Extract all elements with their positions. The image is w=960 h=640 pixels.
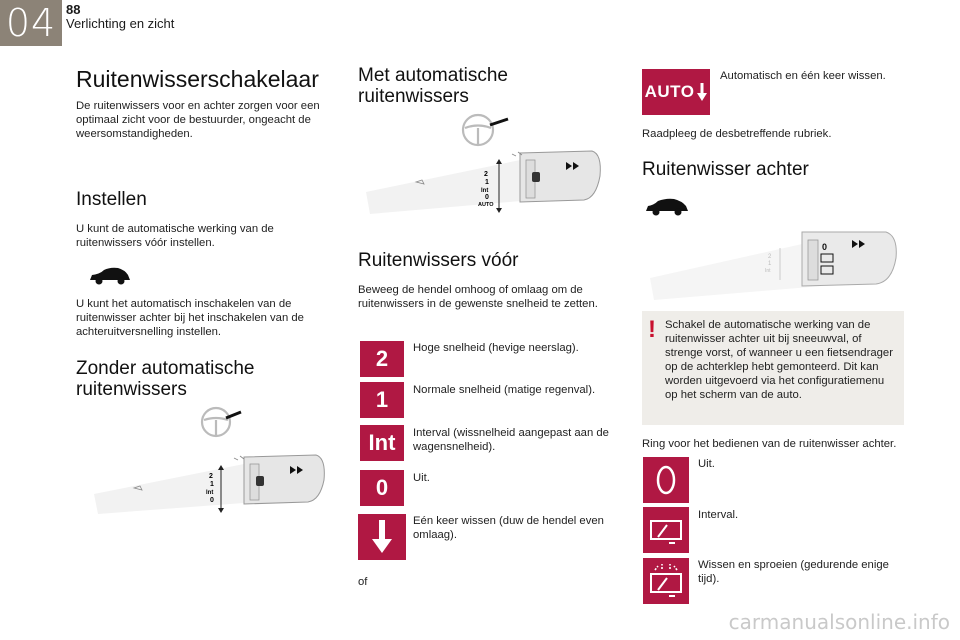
ring-label-int: Int xyxy=(765,268,771,274)
stalk-label-auto: AUTO xyxy=(478,202,494,208)
auto-text: Automatisch en één keer wissen. xyxy=(720,70,886,82)
achter-title: Ruitenwisser achter xyxy=(642,159,809,180)
ring-interval-text: Interval. xyxy=(698,509,739,521)
position-int-text: Interval (wissnelheid aangepast aan de wagensnelheid). xyxy=(413,427,609,453)
steering-wheel-icon xyxy=(456,110,512,150)
wash-wipe-icon xyxy=(643,558,689,604)
auto-label: AUTO xyxy=(644,82,695,101)
ring-label-0: 0 xyxy=(822,242,828,252)
off-ring-icon xyxy=(643,457,689,503)
footer-watermark: carmanualsonline.info xyxy=(728,610,950,634)
stalk-label-1: 1 xyxy=(485,179,489,186)
warning-exclamation-icon: ! xyxy=(648,316,656,343)
arrow-down-icon xyxy=(697,83,707,101)
car-front-icon xyxy=(88,265,132,285)
position-1-text: Normale snelheid (matige regenval). xyxy=(413,384,596,396)
ring-intro-text: Ring voor het bedienen van de ruitenwisser achter. xyxy=(642,438,897,450)
warning-text: Schakel de automatische werking van de ruitenwisser achter uit bij sneeuwval, of strenge vorst, of wanneer u een fietsendrager op de achterklep hebt gemonteerd. Dit kan worden uitgevoerd via het configuratiemenu op het scherm van de auto. xyxy=(665,319,893,401)
raadpleeg-text: Raadpleeg de desbetreffende rubriek. xyxy=(642,128,832,140)
section-name: Verlichting en zicht xyxy=(66,16,175,31)
position-1-tile: 1 xyxy=(360,382,404,418)
of-text: of xyxy=(358,576,368,588)
single-wipe-text: Eén keer wissen (duw de hendel even omlaag). xyxy=(413,515,604,541)
stalk-label-2: 2 xyxy=(484,171,488,178)
ring-wash-text: Wissen en sproeien (gedurende enige tijd). xyxy=(698,559,889,585)
stalk-label-0: 0 xyxy=(210,497,214,504)
ring-label-2: 2 xyxy=(768,254,772,260)
position-2-tile: 2 xyxy=(360,341,404,377)
met-title: Met automatische ruitenwissers xyxy=(358,65,508,107)
stalk-label-2: 2 xyxy=(209,473,213,480)
stalk-label-int: Int xyxy=(481,188,489,194)
stalk-label-int: Int xyxy=(206,490,214,496)
rear-auto-text: U kunt het automatisch inschakelen van de ruitenwisser achter bij het inschakelen van de achteruitversnelling instellen. xyxy=(76,298,304,338)
instellen-text: U kunt de automatische werking van de ruitenwissers vóór instellen. xyxy=(76,223,274,249)
auto-tile xyxy=(642,69,710,115)
position-2-text: Hoge snelheid (hevige neerslag). xyxy=(413,342,579,354)
stalk-illustration-manual xyxy=(94,452,326,522)
position-0-text: Uit. xyxy=(413,472,430,484)
main-title: Ruitenwisserschakelaar xyxy=(76,66,319,92)
instellen-title: Instellen xyxy=(76,189,147,210)
voor-title: Ruitenwissers vóór xyxy=(358,250,519,271)
ring-off-text: Uit. xyxy=(698,458,715,470)
steering-wheel-icon xyxy=(196,404,244,440)
ring-label-1: 1 xyxy=(768,261,772,267)
stalk-label-0: 0 xyxy=(485,194,489,201)
position-0-tile: 0 xyxy=(360,470,404,506)
page-number: 88 xyxy=(66,2,81,17)
arrow-down-icon xyxy=(358,514,406,560)
intro-text: De ruitenwissers voor en achter zorgen voor een optimaal zicht voor de bestuurder, ongeacht de weersomstandigheden. xyxy=(76,100,320,140)
zonder-title: Zonder automatische ruitenwissers xyxy=(76,358,255,400)
interval-wiper-icon xyxy=(643,507,689,553)
voor-text: Beweeg de hendel omhoog of omlaag om de ruitenwissers in de gewenste snelheid te zetten. xyxy=(358,284,598,310)
position-int-tile: Int xyxy=(360,425,404,461)
stalk-label-1: 1 xyxy=(210,481,214,488)
car-rear-icon xyxy=(644,196,690,216)
stalk-illustration-auto xyxy=(366,148,604,222)
rear-ring-illustration xyxy=(650,228,900,304)
chapter-number: 04 xyxy=(5,1,57,45)
